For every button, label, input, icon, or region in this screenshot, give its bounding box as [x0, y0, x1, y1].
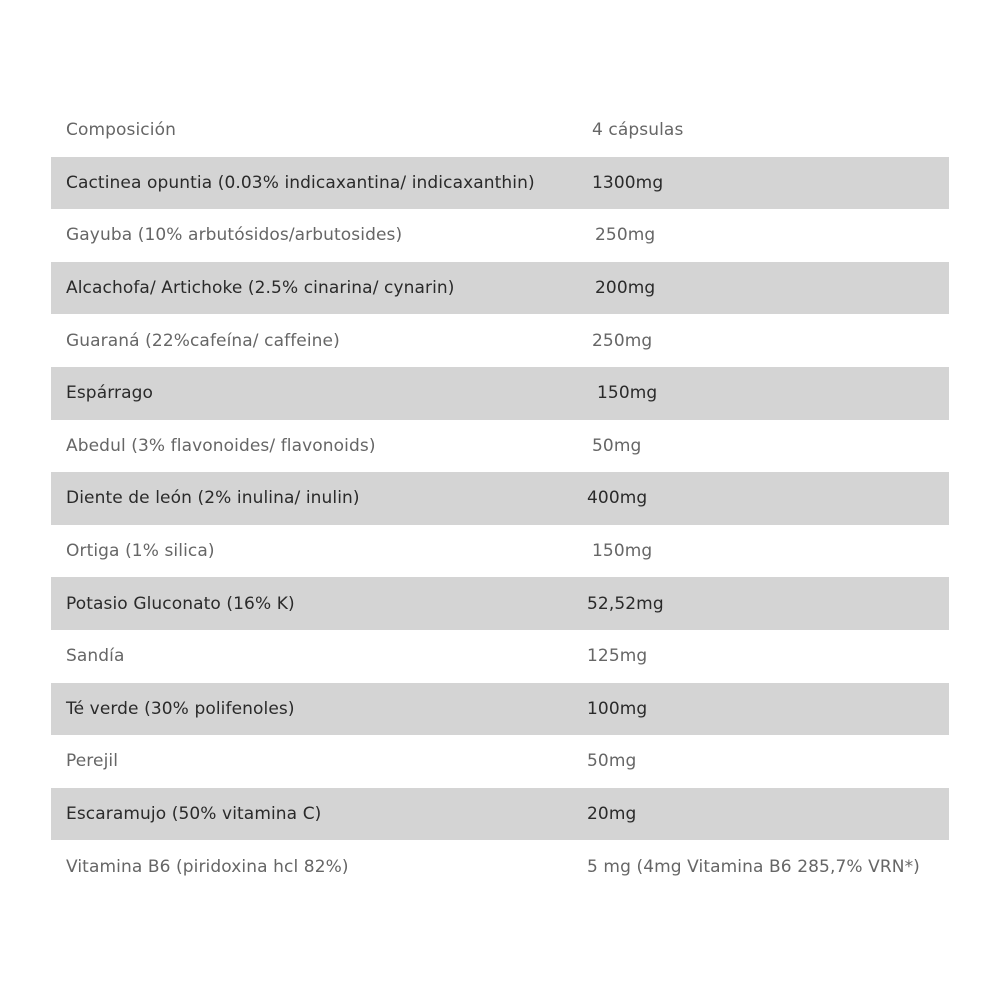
- composition-table: [51, 104, 949, 893]
- ingredient-amount: 150mg: [592, 541, 653, 562]
- ingredient-amount: 125mg: [587, 646, 648, 667]
- ingredient-name: Guaraná (22%cafeína/ caffeine): [66, 330, 340, 351]
- ingredient-amount: 50mg: [587, 751, 637, 772]
- table-row: [51, 314, 949, 367]
- ingredient-amount: 1300mg: [592, 172, 664, 193]
- table-row: [51, 577, 949, 630]
- table-row: [51, 735, 949, 788]
- table-row: [51, 525, 949, 578]
- ingredient-name: Cactinea opuntia (0.03% indicaxantina/ indicaxanthin): [66, 172, 535, 193]
- ingredient-name: Potasio Gluconato (16% K): [66, 593, 295, 614]
- ingredient-name: Gayuba (10% arbutósidos/arbutosides): [66, 225, 403, 246]
- ingredient-amount: 250mg: [592, 330, 653, 351]
- table-row: [51, 367, 949, 420]
- ingredient-amount: 100mg: [587, 698, 648, 719]
- ingredient-name: Vitamina B6 (piridoxina hcl 82%): [66, 856, 349, 877]
- ingredient-amount: 250mg: [595, 225, 656, 246]
- ingredient-name: Diente de león (2% inulina/ inulin): [66, 488, 360, 509]
- ingredient-amount: 52,52mg: [587, 593, 664, 614]
- table-row: [51, 788, 949, 841]
- ingredient-amount: 4 cápsulas: [592, 120, 684, 141]
- table-row: [51, 840, 949, 893]
- ingredient-amount: 5 mg (4mg Vitamina B6 285,7% VRN*): [587, 856, 920, 877]
- ingredient-name: Escaramujo (50% vitamina C): [66, 804, 322, 825]
- ingredient-name: Abedul (3% flavonoides/ flavonoids): [66, 435, 376, 456]
- table-row: [51, 683, 949, 736]
- ingredient-name: Composición: [66, 120, 176, 141]
- table-row: [51, 262, 949, 315]
- ingredient-name: Té verde (30% polifenoles): [66, 698, 295, 719]
- table-row-header: [51, 104, 949, 157]
- ingredient-amount: 20mg: [587, 804, 637, 825]
- table-row: [51, 630, 949, 683]
- table-row: [51, 420, 949, 473]
- ingredient-name: Ortiga (1% silica): [66, 541, 215, 562]
- ingredient-name: Alcachofa/ Artichoke (2.5% cinarina/ cynarin): [66, 278, 455, 299]
- ingredient-amount: 150mg: [597, 383, 658, 404]
- table-row: [51, 472, 949, 525]
- ingredient-name: Sandía: [66, 646, 125, 667]
- ingredient-name: Perejil: [66, 751, 119, 772]
- ingredient-amount: 50mg: [592, 435, 642, 456]
- ingredient-name: Espárrago: [66, 383, 153, 404]
- ingredient-amount: 200mg: [595, 278, 656, 299]
- table-row: [51, 157, 949, 210]
- table-row: [51, 209, 949, 262]
- ingredient-amount: 400mg: [587, 488, 648, 509]
